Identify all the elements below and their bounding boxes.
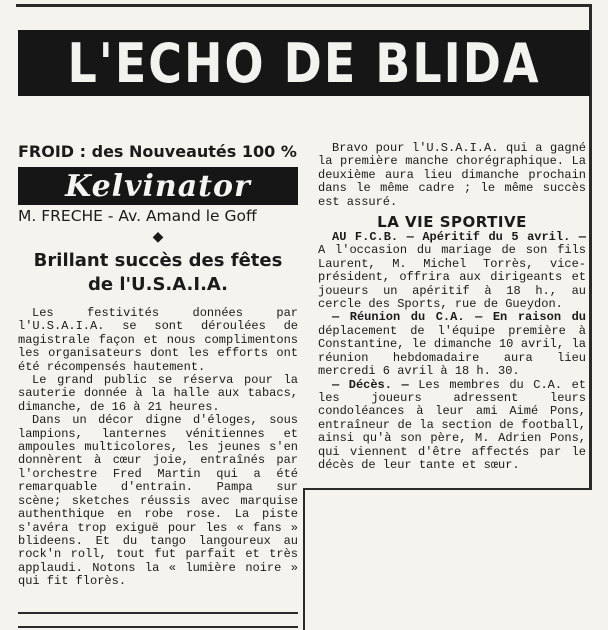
headline-line-1: Brillant succès des fêtes <box>33 250 283 271</box>
sport-item <box>318 311 586 378</box>
advert-brand: Kelvinator <box>65 168 251 204</box>
article-continuation: Bravo pour l'U.S.A.I.A. qui a gagné la première manche chorégraphique. La deuxième aura lieu dimanche prochain dans le même cadre ; le même succès est assuré. <box>318 141 586 209</box>
top-rule <box>16 4 590 7</box>
right-bottom-rule <box>304 488 592 490</box>
ornament-icon: ◆ <box>152 229 164 245</box>
masthead <box>18 30 590 96</box>
sport-section-title: LA VIE SPORTIVE <box>377 213 527 232</box>
sport-item-lead: — Décès. — <box>332 377 409 392</box>
masthead-title: L'ECHO DE BLIDA <box>67 31 541 95</box>
headline-line-2: de l'U.S.A.I.A. <box>87 274 229 295</box>
advert-tagline: FROID : des Nouveautés 100 % <box>18 142 297 161</box>
article-headline <box>18 249 298 297</box>
advert-dealer: M. FRECHE - Av. Amand le Goff <box>18 207 257 225</box>
article-paragraph: Les festivités données par l'U.S.A.I.A. se sont déroulées de magistrale façon et nous complimentons les organisateurs dont les efforts ont été récompensés hautement. <box>18 306 298 374</box>
column-divider <box>303 488 305 630</box>
bottom-rule-2 <box>18 626 298 628</box>
article-paragraph: Dans un décor digne d'éloges, sous lampions, lanternes vénitiennes et ampoules multicolores, les jeunes s'en donnèrent à cœur joie, entraînés par l'orchestre Fred Martin qui a été remarquable d'entrain. Pampa sur scène; sketches réussis avec marquise authenthique en robe rose. La piste s'avéra trop exiguë pour les « fans » blideens. Et du tango langoureux au rock'n roll, tout fut parfait et très applaudi. Notons la « lumière noire » qui fit florès. <box>18 413 298 589</box>
right-column <box>318 142 586 472</box>
sport-item-text: déplacement de l'équipe première à Constantine, le dimanche 10 avril, la réunion hebdomadaire aura lieu mercredi 6 avril à 18 h. 30. <box>318 323 586 379</box>
left-column <box>18 142 298 589</box>
sport-item-lead: — Réunion du C.A. — En raison du <box>332 310 586 325</box>
sport-item <box>318 231 586 311</box>
bottom-rule <box>18 612 298 614</box>
advert-brand-banner <box>18 167 298 205</box>
article-body <box>18 307 298 589</box>
sport-item-text: Les membres du C.A. et les joueurs adressent leurs condoléances à leur ami Aimé Pons, entraîneur de la section de football, ainsi qu'à son père, M. Adrien Pons, qui viennent d'être affectés par le décès de leur tante et sœur. <box>318 377 586 472</box>
sport-item <box>318 379 586 473</box>
sport-item-lead: AU F.C.B. — Apéritif du 5 avril. — <box>332 230 586 245</box>
article-paragraph: Le grand public se réserva pour la sauterie donnée à la halle aux tabacs, dimanche, de 16 à 21 heures. <box>18 373 298 414</box>
sport-body <box>318 231 586 472</box>
sport-item-text: A l'occasion du mariage de son fils Laurent, M. Michel Torrès, vice-président, offrira aux dirigeants et joueurs un apéritif à 18 h., au cercle des Sports, rue de Gueydon. <box>318 243 586 312</box>
